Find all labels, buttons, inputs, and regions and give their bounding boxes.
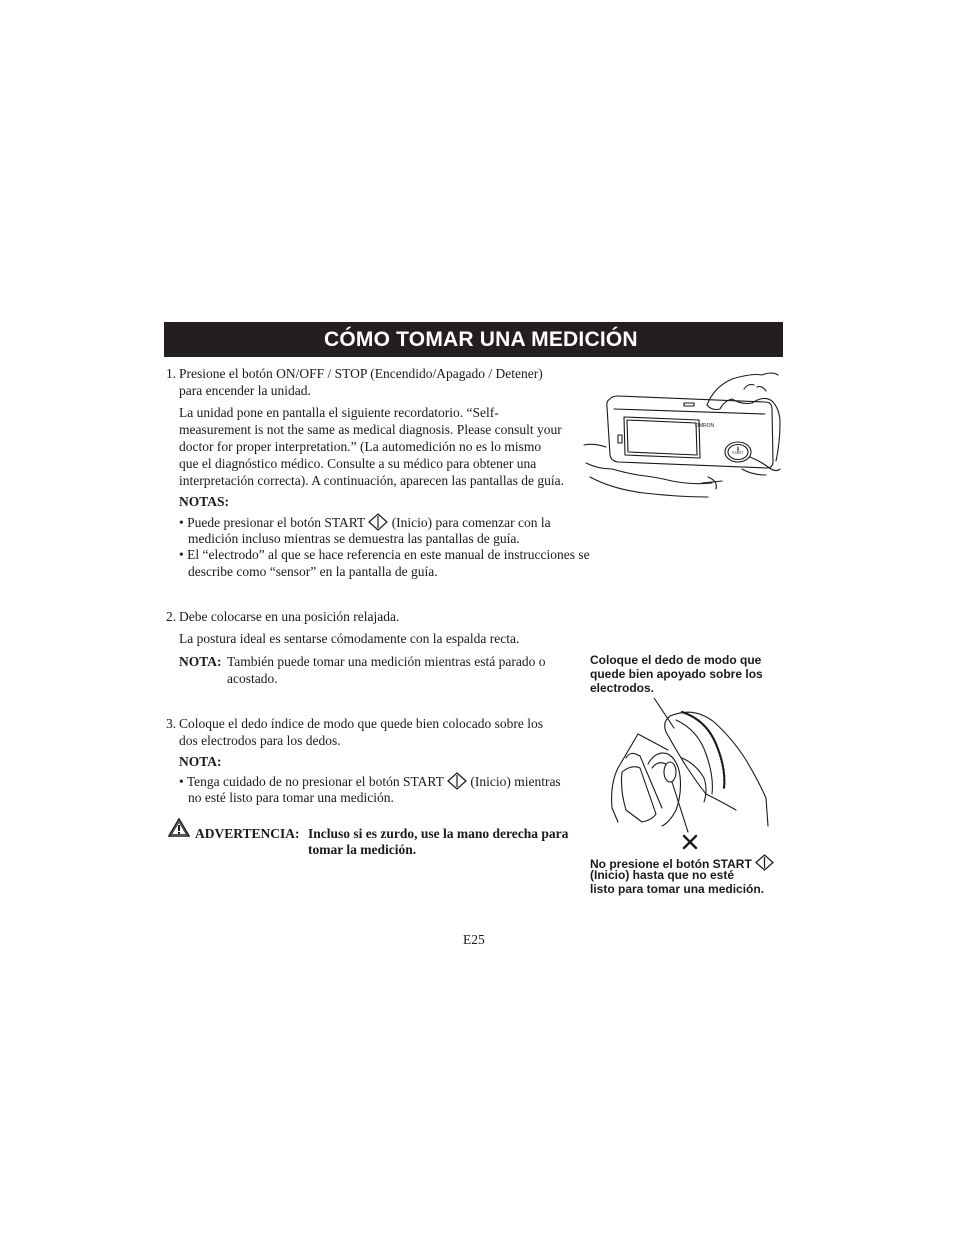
caption-finger-placement-line: electrodos. [590,681,655,695]
finger-on-electrodes-illustration [596,698,772,853]
step-3-note-part-a: • Tenga cuidado de no presionar el botón START [179,774,444,789]
step-3-note-part-b: (Inicio) mientras [470,774,561,789]
step-1-note-1-continued: medición incluso mientras se demuestra las pantallas de guía. [188,531,520,546]
warning-text-continued: tomar la medición. [308,842,417,857]
step-1-note-1-part-a: • Puede presionar el botón START [179,515,365,530]
step-1-note-1 [179,513,551,531]
warning-label: ADVERTENCIA: [195,826,300,841]
page-title: CÓMO TOMAR UNA MEDICIÓN [324,328,638,351]
caption-do-not-press-line: (Inicio) hasta que no esté [590,868,735,882]
step-1-notes-label: NOTAS: [179,494,230,509]
step-2-note-text: También puede tomar una medición mientras está parado o [227,654,546,669]
caption-do-not-press-line: listo para tomar una medición. [590,882,765,896]
step-2-note-label: NOTA: [179,654,222,669]
warning-triangle-icon [168,818,190,837]
step-1-paragraph-line: measurement is not the same as medical diagnosis. Please consult your [179,422,562,437]
step-3-note [179,772,561,790]
caption-do-not-press-part-a: No presione el botón START [590,857,752,871]
step-1-line-1: Presione el botón ON/OFF / STOP (Encendido/Apagado / Detener) [179,366,543,381]
step-1-line-2: para encender la unidad. [179,383,311,398]
step-3-note-label: NOTA: [179,754,222,769]
step-1-paragraph-line: doctor for proper interpretation.” (La automedición no es lo mismo [179,439,542,454]
caption-finger-placement-line: quede bien apoyado sobre los [590,667,763,681]
step-2-note-text-continued: acostado. [227,671,278,686]
step-3-number: 3. [166,716,177,731]
step-3-line-2: dos electrodos para los dedos. [179,733,341,748]
start-button-icon [368,513,388,531]
step-3-note-continued: no esté listo para tomar una medición. [188,790,394,805]
step-2-line: Debe colocarse en una posición relajada. [179,609,400,624]
caption-finger-placement-line: Coloque el dedo de modo que [590,653,762,667]
start-button-icon [447,772,467,790]
step-2-paragraph: La postura ideal es sentarse cómodamente con la espalda recta. [179,631,520,646]
step-3-line-1: Coloque el dedo índice de modo que quede bien colocado sobre los [179,716,544,731]
step-1-note-2: • El “electrodo” al que se hace referencia en este manual de instrucciones se [179,547,590,562]
device-button-label: START [732,451,744,455]
step-1-paragraph-line: interpretación correcta). A continuación, aparecen las pantallas de guía. [179,473,564,488]
step-1-note-1-part-b: (Inicio) para comenzar con la [391,515,551,530]
start-button-icon [755,854,774,871]
step-1-note-2-continued: describe como “sensor” en la pantalla de guía. [188,564,438,579]
page-number: E25 [463,932,485,947]
step-1-number: 1. [166,366,177,381]
step-1-paragraph-line: La unidad pone en pantalla el siguiente recordatorio. “Self- [179,405,499,420]
step-1-paragraph-line: que el diagnóstico médico. Consulte a su médico para obtener una [179,456,537,471]
device-power-on-illustration [582,365,784,500]
step-2-number: 2. [166,609,177,624]
device-brand-label: OMRON [695,423,715,429]
warning-text: Incluso si es zurdo, use la mano derecha para [308,826,569,841]
section-header [164,322,783,357]
